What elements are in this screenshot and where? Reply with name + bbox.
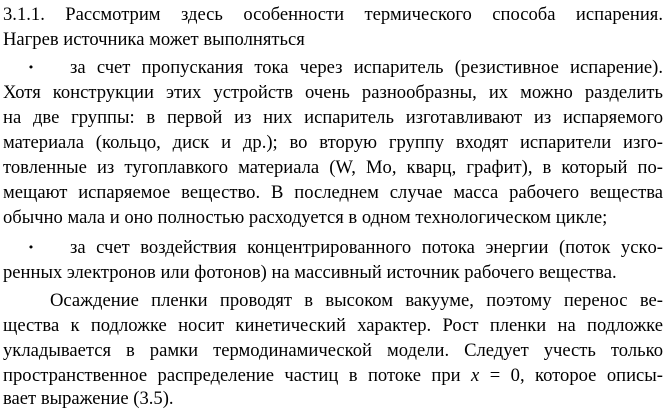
bullet-marker-icon: • [27, 61, 35, 74]
paragraph-2-line-2: щества к подложке носит кинетический характер. Рост пленки на подложке [3, 315, 663, 336]
variable-x: x [471, 365, 480, 386]
bullet-1-line-2: Хотя конструкции этих устройств очень разнообразны, их можно разделить [3, 82, 663, 103]
bullet-marker-icon: • [27, 241, 35, 254]
paragraph-1-line-2: Нагрев источника может выполняться [3, 29, 305, 50]
paragraph-2-line-4-text: пространственное распределение частиц в потоке при [3, 365, 461, 386]
paragraph-2-line-4-tail: = 0, которое описы- [479, 365, 663, 386]
bullet-2-line-1: за счет воздействия концентрированного потока энергии (поток ускo- [70, 237, 663, 258]
paragraph-1-line-1: 3.1.1. Рассмотрим здесь особенности термического способа испарения. [3, 4, 663, 25]
bullet-1-line-7: обычно мала и оно полностью расходуется в одном технологическом цикле; [3, 207, 608, 228]
bullet-1-line-6: мещают испаряемое вещество. В последнем случае масса рабочего вещества [3, 182, 663, 203]
paragraph-2-line-3: укладывается в рамки термодинамической модели. Следует учесть только [3, 340, 663, 361]
bullet-1-line-4: материала (кольцо, диск и др.); во вторую группу входят испарители изго- [3, 132, 663, 153]
paragraph-2-line-1: Осаждение пленки проводят в высоком вакууме, поэтому перенос ве- [50, 290, 663, 311]
bullet-1-line-3: на две группы: в первой из них испаритель изготавливают из испаряемого [3, 107, 663, 128]
bullet-1-line-1: за счет пропускания тока через испаритель (резистивное испарение). [70, 57, 663, 78]
paragraph-2-line-5: вает выражение (3.5). [3, 388, 174, 409]
paragraph-2-line-4 [3, 363, 663, 388]
bullet-1-line-5: товленные из тугоплавкого материала (W, Mo, кварц, графит), в который по- [3, 157, 663, 178]
bullet-2-line-2: ренных электронов или фотонов) на массивный источник рабочего вещества. [3, 262, 617, 283]
